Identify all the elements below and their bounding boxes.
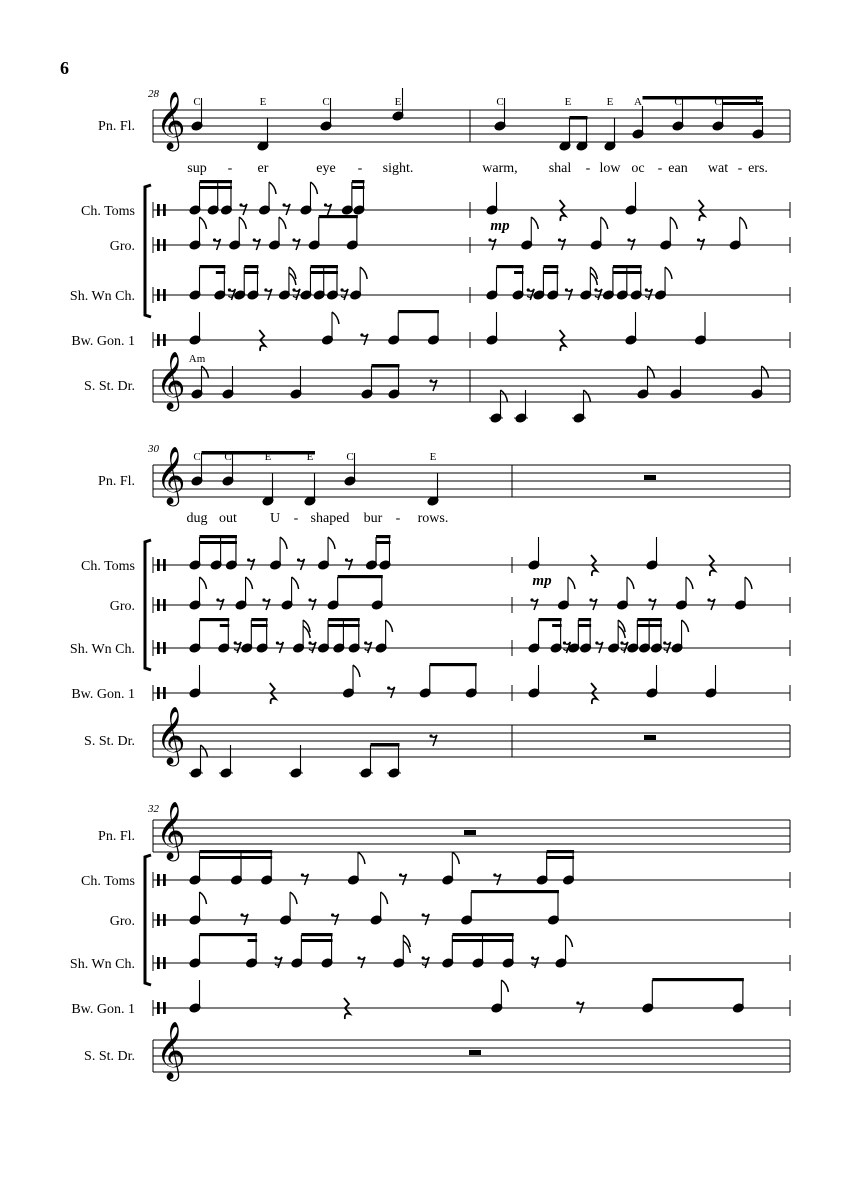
eighth-rest <box>262 598 265 601</box>
beam <box>200 180 232 183</box>
chord-symbol: Am <box>188 353 206 365</box>
beam <box>637 624 662 627</box>
beam <box>376 535 390 538</box>
beam <box>352 186 365 189</box>
beam <box>200 265 226 268</box>
beam <box>202 451 316 455</box>
measure-number: 28 <box>148 88 159 100</box>
flag <box>745 577 752 589</box>
flag <box>627 577 634 589</box>
beam <box>319 215 358 218</box>
lyric-syllable: shal <box>548 161 572 176</box>
instrument-label: Gro. <box>109 914 135 929</box>
instrument-label: Pn. Fl. <box>98 119 135 134</box>
percussion-clef <box>157 1002 160 1014</box>
quarter-rest <box>591 555 597 576</box>
beam <box>471 890 559 893</box>
notes <box>186 88 769 1055</box>
instrument-label: Gro. <box>109 599 135 614</box>
lyric-syllable: U <box>269 511 281 526</box>
flag <box>566 935 573 947</box>
chord-symbol: E <box>564 96 572 108</box>
flag <box>670 217 677 229</box>
quarter-rest <box>560 200 566 221</box>
flag <box>200 577 207 589</box>
eighth-rest <box>627 238 630 241</box>
percussion-clef <box>163 957 166 969</box>
eighth-rest <box>340 288 343 291</box>
beam <box>547 850 574 853</box>
eighth-rest <box>594 288 597 291</box>
eighth-rest <box>648 598 651 601</box>
beam <box>543 265 558 268</box>
instrument-label: Pn. Fl. <box>98 829 135 844</box>
lyric-syllable: oc <box>631 161 645 176</box>
dynamic-marking: mp <box>532 573 552 589</box>
beam <box>371 743 400 747</box>
beam <box>547 856 574 859</box>
beam <box>637 618 662 621</box>
quarter-rest <box>699 200 705 221</box>
whole-rest <box>644 735 656 740</box>
eighth-rest <box>589 598 592 601</box>
percussion-clef <box>157 687 160 699</box>
beam <box>514 271 524 274</box>
eighth-rest <box>216 598 219 601</box>
percussion-clef <box>157 289 160 301</box>
chord-symbol: E <box>429 451 437 463</box>
flag <box>386 620 393 632</box>
quarter-rest <box>344 998 350 1019</box>
eighth-rest <box>324 203 327 206</box>
score-text <box>70 88 768 1064</box>
chord-symbol: C <box>193 451 201 463</box>
flag <box>531 217 538 229</box>
eighth-rest <box>595 641 598 644</box>
percussion-clef <box>157 239 160 251</box>
staff-bracket <box>145 540 151 670</box>
eighth-rest <box>292 238 295 241</box>
chord-symbol: C <box>714 96 722 108</box>
eighth-rest <box>422 956 425 959</box>
flag <box>648 366 655 378</box>
eighth-rest <box>301 873 304 876</box>
beam <box>430 663 477 666</box>
flag <box>740 217 747 229</box>
eighth-rest <box>645 288 648 291</box>
measure-number: 32 <box>148 803 159 815</box>
flag <box>239 217 246 229</box>
flag <box>246 577 253 589</box>
percussion-clef <box>163 642 166 654</box>
chord-symbol: E <box>394 96 402 108</box>
flag <box>452 852 459 864</box>
lyric-syllable: dug <box>186 511 208 526</box>
chord-symbol: E <box>259 96 267 108</box>
beam <box>328 618 360 621</box>
beam <box>613 271 642 274</box>
quarter-rest <box>259 330 265 351</box>
eighth-rest <box>239 203 242 206</box>
eighth-rest <box>357 956 360 959</box>
quarter-rest <box>591 683 597 704</box>
chord-symbol: E <box>306 451 314 463</box>
beam <box>200 186 232 189</box>
eighth-rest <box>253 238 256 241</box>
flag <box>601 217 608 229</box>
flag <box>381 892 388 904</box>
lyric-syllable: warm, <box>482 161 518 176</box>
beam <box>352 180 365 183</box>
flag <box>290 892 297 904</box>
treble-clef: 𝄞 <box>156 1022 186 1078</box>
treble-clef: 𝄞 <box>156 447 186 503</box>
beam <box>652 978 744 981</box>
eighth-rest <box>565 288 568 291</box>
eighth-rest <box>234 641 237 644</box>
percussion-clef <box>157 334 160 346</box>
lyric-syllable: wat <box>707 161 729 176</box>
instrument-label: Ch. Toms <box>81 204 135 219</box>
lyric-syllable: - <box>357 161 363 176</box>
beam <box>543 271 558 274</box>
lyric-syllable: - <box>293 511 299 526</box>
percussion-clef <box>157 957 160 969</box>
beam <box>200 535 237 538</box>
beam <box>220 624 230 627</box>
chord-symbol: C <box>224 451 232 463</box>
measure-number: 30 <box>148 443 159 455</box>
whole-rest <box>469 1050 481 1055</box>
flag <box>353 665 360 677</box>
eighth-rest <box>697 238 700 241</box>
eighth-rest <box>331 913 334 916</box>
beam <box>301 933 332 936</box>
beam <box>497 265 524 268</box>
treble-clef: 𝄞 <box>156 352 186 408</box>
beam <box>578 624 591 627</box>
beam <box>251 624 267 627</box>
staff-bracket <box>145 185 151 317</box>
instrument-label: Sh. Wn Ch. <box>69 957 135 972</box>
beam <box>200 933 258 936</box>
eighth-rest <box>282 203 285 206</box>
flag <box>280 537 287 549</box>
lyric-syllable: - <box>737 161 743 176</box>
lyric-syllable: low <box>599 161 621 176</box>
whole-rest <box>644 475 656 480</box>
flag <box>501 390 508 402</box>
instrument-label: S. St. Dr. <box>84 734 135 749</box>
eighth-rest <box>576 1001 579 1004</box>
flag <box>665 267 672 279</box>
eighth-rest <box>493 873 496 876</box>
beam <box>244 271 258 274</box>
eighth-rest <box>422 913 425 916</box>
beam <box>552 624 562 627</box>
flag <box>358 852 365 864</box>
beam <box>301 939 332 942</box>
quarter-rest <box>270 683 276 704</box>
eighth-rest <box>345 558 348 561</box>
eighth-rest <box>240 913 243 916</box>
instrument-label: Pn. Fl. <box>98 474 135 489</box>
beam <box>372 364 400 368</box>
eighth-rest <box>308 641 311 644</box>
chord-symbol: E <box>754 96 762 108</box>
chord-symbol: E <box>264 451 272 463</box>
flag <box>686 577 693 589</box>
percussion-clef <box>157 874 160 886</box>
lyric-syllable: sight. <box>382 161 414 176</box>
beam <box>398 310 439 313</box>
beam <box>200 618 230 621</box>
eighth-rest <box>530 598 533 601</box>
beam <box>539 618 562 621</box>
instrument-label: Sh. Wn Ch. <box>69 289 135 304</box>
flag <box>501 980 508 992</box>
eighth-rest <box>274 956 277 959</box>
flag <box>310 182 317 194</box>
beam <box>570 116 588 120</box>
lyric-syllable: - <box>227 161 233 176</box>
beam <box>376 541 390 544</box>
whole-rest <box>464 830 476 835</box>
beam <box>248 939 258 942</box>
instrument-label: Gro. <box>109 239 135 254</box>
eighth-rest <box>264 288 267 291</box>
eighth-rest <box>429 379 432 382</box>
beam <box>310 265 338 268</box>
flag <box>200 892 207 904</box>
lyric-syllable: out <box>219 511 237 526</box>
percussion-clef <box>163 334 166 346</box>
chord-symbol: A <box>634 96 642 108</box>
percussion-clef <box>157 599 160 611</box>
instrument-label: Ch. Toms <box>81 874 135 889</box>
beam <box>328 624 360 627</box>
eighth-rest <box>360 333 363 336</box>
flag <box>200 217 207 229</box>
flag <box>202 366 209 378</box>
flag <box>201 745 208 757</box>
quarter-rest <box>709 555 715 576</box>
percussion-clef <box>157 204 160 216</box>
eighth-rest <box>276 641 279 644</box>
lyric-syllable: ers. <box>748 161 768 176</box>
beam <box>200 850 273 853</box>
beam <box>452 939 513 942</box>
flag <box>584 390 591 402</box>
eighth-rest <box>429 734 432 737</box>
flag <box>279 217 286 229</box>
percussion-clef <box>163 239 166 251</box>
eighth-rest <box>707 598 710 601</box>
eighth-rest <box>297 558 300 561</box>
flag <box>360 267 367 279</box>
lyric-syllable: shaped <box>310 511 350 526</box>
eighth-rest <box>228 288 231 291</box>
flag <box>568 577 575 589</box>
page-number: 6 <box>60 58 69 78</box>
percussion-clef <box>163 1002 166 1014</box>
lyric-syllable: sup <box>187 161 207 176</box>
beam <box>244 265 258 268</box>
lyric-syllable: - <box>585 161 591 176</box>
percussion-clef <box>163 914 166 926</box>
eighth-rest <box>527 288 530 291</box>
beam <box>216 271 226 274</box>
percussion-clef <box>157 914 160 926</box>
instrument-label: S. St. Dr. <box>84 379 135 394</box>
lyric-syllable: eye <box>316 161 336 176</box>
eighth-rest <box>387 686 390 689</box>
beam <box>310 271 338 274</box>
lyric-syllable: rows. <box>417 511 449 526</box>
flag <box>292 577 299 589</box>
percussion-clef <box>157 642 160 654</box>
eighth-rest <box>364 641 367 644</box>
flag <box>682 620 689 632</box>
lyric-syllable: - <box>657 161 663 176</box>
lyric-syllable: bur <box>363 511 383 526</box>
percussion-clef <box>163 874 166 886</box>
chord-symbol: C <box>674 96 682 108</box>
treble-clef: 𝄞 <box>156 92 186 148</box>
instrument-label: Bw. Gon. 1 <box>71 334 135 349</box>
flag <box>762 366 769 378</box>
percussion-clef <box>163 559 166 571</box>
beam <box>578 618 591 621</box>
instrument-label: Bw. Gon. 1 <box>71 1002 135 1017</box>
flag <box>332 312 339 324</box>
staff-bracket <box>145 855 151 985</box>
instrument-label: Bw. Gon. 1 <box>71 687 135 702</box>
beam <box>200 856 273 859</box>
eighth-rest <box>558 238 561 241</box>
percussion-clef <box>163 289 166 301</box>
eighth-rest <box>488 238 491 241</box>
chord-symbol: C <box>322 96 330 108</box>
lyric-syllable: er <box>257 161 269 176</box>
flag <box>328 537 335 549</box>
eighth-rest <box>308 598 311 601</box>
beam <box>613 265 642 268</box>
chord-symbol: E <box>606 96 614 108</box>
eighth-rest <box>663 641 666 644</box>
beam <box>452 933 513 936</box>
chord-symbol: C <box>496 96 504 108</box>
beam <box>200 541 237 544</box>
beam <box>338 575 383 578</box>
chord-symbol: C <box>346 451 354 463</box>
quarter-rest <box>560 330 566 351</box>
dynamic-marking: mp <box>490 218 510 234</box>
lyric-syllable: ean <box>668 161 688 176</box>
eighth-rest <box>247 558 250 561</box>
eighth-rest <box>292 288 295 291</box>
eighth-rest <box>213 238 216 241</box>
beam <box>251 618 267 621</box>
percussion-clef <box>163 599 166 611</box>
eighth-rest <box>399 873 402 876</box>
treble-clef: 𝄞 <box>156 707 186 763</box>
percussion-clef <box>163 204 166 216</box>
percussion-clef <box>157 559 160 571</box>
flag <box>269 182 276 194</box>
instrument-label: Ch. Toms <box>81 559 135 574</box>
eighth-rest <box>620 641 623 644</box>
instrument-label: Sh. Wn Ch. <box>69 642 135 657</box>
chord-symbol: C <box>193 96 201 108</box>
treble-clef: 𝄞 <box>156 802 186 858</box>
lyric-syllable: - <box>395 511 401 526</box>
instrument-label: S. St. Dr. <box>84 1049 135 1064</box>
eighth-rest <box>563 641 566 644</box>
percussion-clef <box>163 687 166 699</box>
beam <box>643 96 764 100</box>
eighth-rest <box>531 956 534 959</box>
